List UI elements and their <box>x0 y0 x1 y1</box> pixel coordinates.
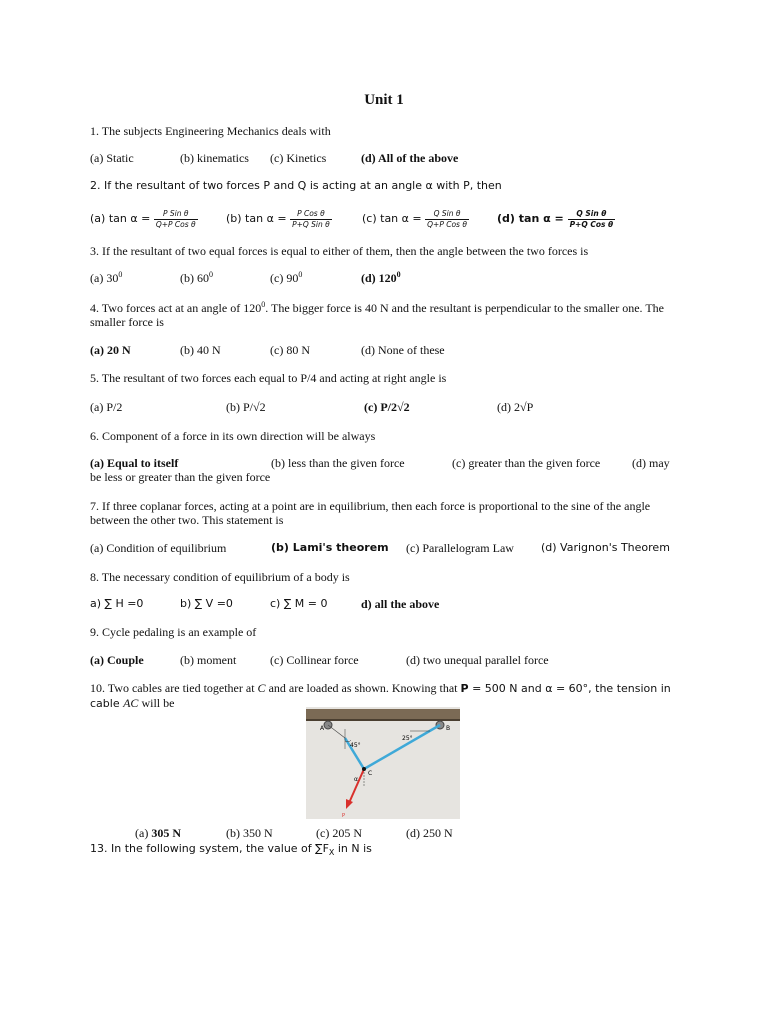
angle-label-ac: 45° <box>350 742 361 749</box>
option-b <box>226 206 332 232</box>
numerator: P Cos θ <box>297 208 325 218</box>
page-title: Unit 1 <box>364 92 404 108</box>
option-c-text: (c) 90 <box>270 271 299 285</box>
option-b: (b) 350 N <box>226 826 273 840</box>
option-b: b) ∑ V =0 <box>180 597 233 610</box>
question-6-text: 6. Component of a force in its own direction will be always <box>90 429 376 443</box>
option-b: (b) 40 N <box>180 343 221 357</box>
option-b <box>180 270 213 286</box>
angle-label-alpha: α <box>354 776 358 783</box>
question-10-text-part1: 10. Two cables are tied together at <box>90 681 258 695</box>
label-c: C <box>368 770 373 777</box>
point-c-node <box>362 767 366 771</box>
option-c-answer: (c) P/2√2 <box>364 400 410 414</box>
option-a-prefix: (a) tan α = <box>90 212 151 225</box>
denominator: P+Q Sin θ <box>292 219 330 229</box>
option-d-continued: be less or greater than the given force <box>90 470 271 484</box>
denominator: Q+P Cos θ <box>427 219 467 229</box>
option-c: (c) 205 N <box>316 826 362 840</box>
option-c <box>362 206 469 232</box>
option-a: (a) Condition of equilibrium <box>90 541 227 555</box>
option-d: (d) may <box>632 456 670 470</box>
option-b-text: (b) 60 <box>180 271 209 285</box>
option-a-answer: (a) Couple <box>90 653 144 667</box>
question-10-text-part2: and are loaded as shown. Knowing that <box>265 681 461 695</box>
fraction <box>290 209 332 230</box>
ceiling-beam <box>306 709 460 719</box>
option-b: (b) P/√2 <box>226 400 266 414</box>
question-13-text-part2: in N is <box>334 842 372 855</box>
option-b: (b) moment <box>180 653 237 667</box>
option-c: (c) Kinetics <box>270 151 327 165</box>
label-a: A <box>320 725 325 732</box>
denominator: Q+P Cos θ <box>155 219 196 229</box>
question-7-text: 7. If three coplanar forces, acting at a point are in equilibrium, then each force is proportional to the sine of the angle between the other two. This statement is <box>90 499 651 527</box>
option-d: (d) Varignon's Theorem <box>541 541 670 554</box>
question-4-text <box>90 301 680 329</box>
option-b-answer: (b) Lami's theorem <box>271 541 389 554</box>
option-d: (d) two unequal parallel force <box>406 653 549 667</box>
numerator: P Sin θ <box>162 208 189 218</box>
question-4-text-part1: 4. Two forces act at an angle of 120 <box>90 301 262 315</box>
option-b: (b) kinematics <box>180 151 249 165</box>
question-10-text-part4: will be <box>138 696 175 710</box>
point-c: C <box>257 681 266 695</box>
option-c: (c) greater than the given force <box>452 456 601 470</box>
option-a-answer <box>135 825 181 841</box>
fraction <box>568 209 616 230</box>
option-d: (d) 250 N <box>406 826 453 840</box>
option-d-prefix: (d) tan α = <box>497 212 564 225</box>
degree-superscript: 0 <box>118 270 123 279</box>
option-d: (d) 2√P <box>497 400 534 414</box>
question-6-options <box>90 456 680 486</box>
question-13-text-part1: 13. In the following system, the value of ∑F <box>90 842 329 855</box>
option-a-answer: (a) 20 N <box>90 343 131 357</box>
option-c: (c) Collinear force <box>270 653 359 667</box>
option-b-prefix: (b) tan α = <box>226 212 287 225</box>
label-p: P <box>342 813 346 819</box>
fraction <box>154 209 198 230</box>
label-b: B <box>446 725 451 732</box>
question-8-text: 8. The necessary condition of equilibrium of a body is <box>90 570 350 584</box>
option-c: (c) Parallelogram Law <box>406 541 514 555</box>
option-d: (d) None of these <box>361 343 445 357</box>
force-p: P <box>460 682 469 695</box>
option-a-text: (a) 30 <box>90 271 119 285</box>
degree-superscript: 0 <box>396 270 401 279</box>
option-c-prefix: (c) tan α = <box>362 212 422 225</box>
denominator: P+Q Cos θ <box>569 219 614 229</box>
option-c: c) ∑ M = 0 <box>270 597 328 610</box>
fraction <box>425 209 469 230</box>
option-d-answer: d) all the above <box>361 597 440 611</box>
numerator: Q Sin θ <box>576 208 607 218</box>
option-d-text: (d) 120 <box>361 271 397 285</box>
option-d-answer <box>497 206 615 232</box>
option-d-answer: (d) All of the above <box>361 151 459 165</box>
numerator: Q Sin θ <box>433 208 461 218</box>
question-3-text: 3. If the resultant of two equal forces is equal to either of them, then the angle between the two forces is <box>90 244 589 258</box>
option-a: (a) P/2 <box>90 400 123 414</box>
question-1-text: 1. The subjects Engineering Mechanics deals with <box>90 124 331 138</box>
option-a-value: 305 N <box>151 826 181 840</box>
option-a: a) ∑ H =0 <box>90 597 144 610</box>
cable-diagram <box>306 707 460 819</box>
degree-superscript: 0 <box>261 300 266 309</box>
question-5-text: 5. The resultant of two forces each equal to P/4 and acting at right angle is <box>90 371 447 385</box>
question-13-text <box>90 842 680 860</box>
option-c <box>270 270 302 286</box>
question-9-text: 9. Cycle pedaling is an example of <box>90 625 257 639</box>
option-a: (a) Static <box>90 151 134 165</box>
cable-ac: AC <box>123 696 139 710</box>
degree-superscript: 0 <box>209 270 213 279</box>
subscript-x: X <box>328 848 335 858</box>
option-a <box>90 270 122 286</box>
option-a <box>90 206 198 232</box>
question-4-text-part2: . The bigger force is 40 N and the resultant is perpendicular to the smaller one. The smaller force is <box>90 301 664 329</box>
question-2-text: 2. If the resultant of two forces P and Q is acting at an angle α with P, then <box>90 179 502 192</box>
question-10-text-part3: = 500 N and α = 60°, the tension in cable <box>90 682 671 710</box>
angle-label-bc: 25° <box>402 735 413 742</box>
option-a-answer: (a) Equal to itself <box>90 456 179 470</box>
degree-superscript: 0 <box>298 270 303 279</box>
option-a-prefix: (a) <box>135 826 152 840</box>
option-c: (c) 80 N <box>270 343 310 357</box>
option-b: (b) less than the given force <box>271 456 405 470</box>
option-d-answer <box>361 270 401 286</box>
